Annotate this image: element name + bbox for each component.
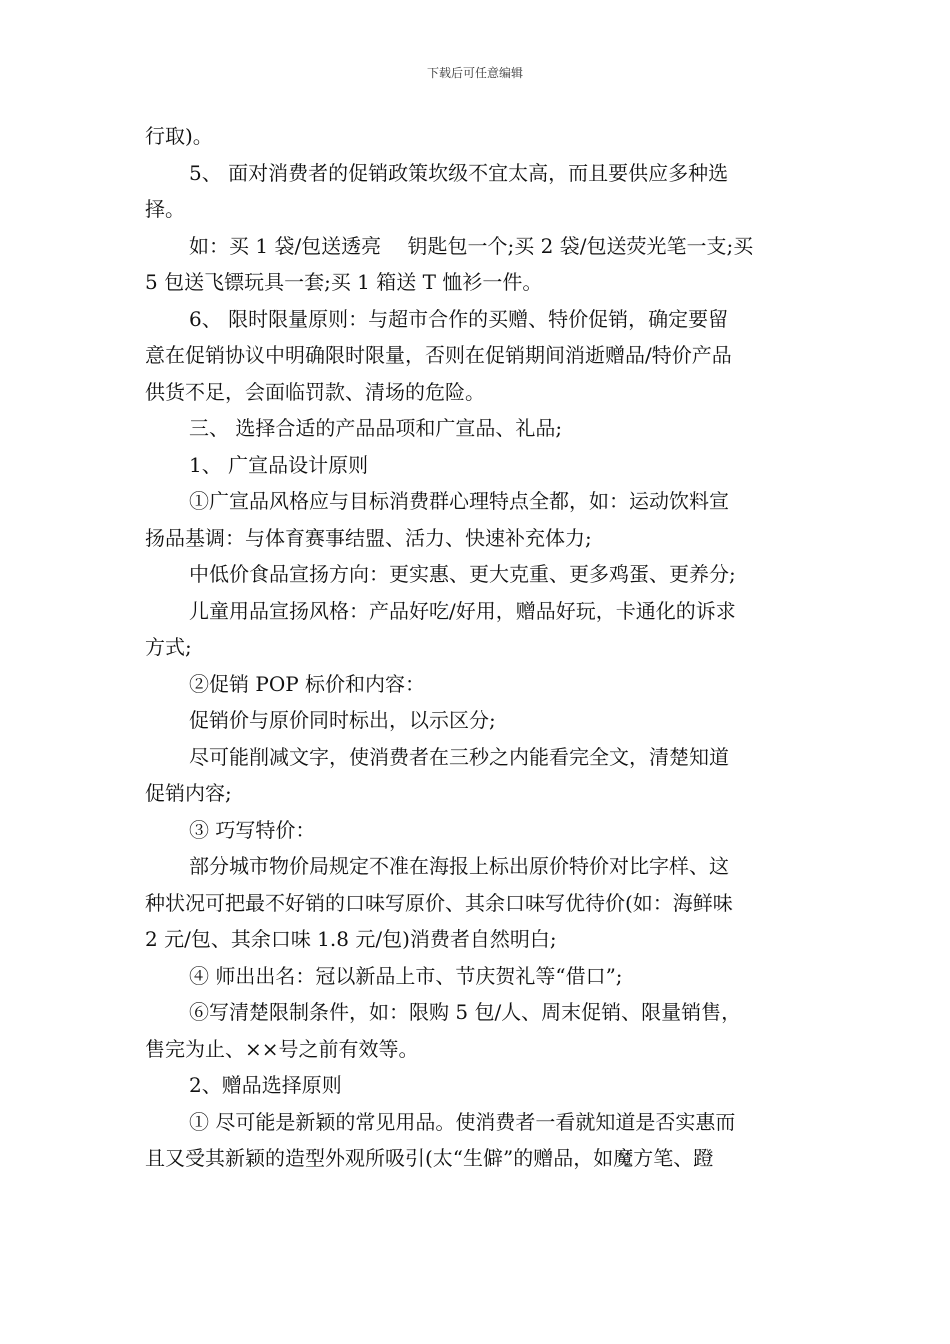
text-line: 方式; [145,635,192,659]
text-line: 5、 面对消费者的促销政策坎级不宜太高，而且要供应多种选 [189,160,729,185]
text-line: 尽可能削减文字，使消费者在三秒之内能看完全文，清楚知道 [189,744,729,769]
text-line: 2 元/包、其余口味 1.8 元/包)消费者自然明白; [145,927,557,951]
text-line: ①广宣品风格应与目标消费群心理特点全都，如：运动饮料宣 [189,489,729,513]
text-line: ③ 巧写特价： [189,817,316,842]
text-line: 择。 [145,197,185,221]
text-line: 促销价与原价同时标出，以示区分; [189,708,496,732]
text-line: ②促销 POP 标价和内容： [189,671,426,696]
text-line: 意在促销协议中明确限时限量，否则在促销期间消逝赠品/特价产品 [145,343,732,367]
text-line: ① 尽可能是新颖的常见用品。使消费者一看就知道是否实惠而 [189,1109,736,1134]
text-line: 儿童用品宣扬风格：产品好吃/好用，赠品好玩，卡通化的诉求 [189,598,736,623]
text-line: 5 包送飞镖玩具一套;买 1 箱送 T 恤衫一件。 [145,270,543,294]
text-line: 行取)。 [145,124,213,148]
text-line: 种状况可把最不好销的口味写原价、其余口味写优待价(如：海鲜味 [145,890,733,915]
text-line: 1、 广宣品设计原则 [189,452,369,477]
text-line: 且又受其新颖的造型外观所吸引(太“生僻”的赠品，如魔方笔、蹬 [145,1146,714,1170]
text-line: 三、 选择合适的产品品项和广宣品、礼品; [189,416,563,440]
document-body [145,118,807,1177]
text-line: 如：买 1 袋/包送透亮 钥匙包一个;买 2 袋/包送荧光笔一支;买 [189,233,754,258]
text-line: 部分城市物价局规定不准在海报上标出原价特价对比字样、这 [189,854,729,878]
text-line: 中低价食品宣扬方向：更实惠、更大克重、更多鸡蛋、更养分; [189,562,736,586]
text-line: ④ 师出出名：冠以新品上市、节庆贺礼等“借口”; [189,963,623,988]
text-line: 2、赠品选择原则 [189,1073,342,1097]
page-header: 下载后可任意编辑 [426,66,523,80]
text-line: 促销内容; [145,781,232,805]
text-line: 供货不足，会面临罚款、清场的危险。 [145,379,485,404]
text-line: 售完为止、××号之前有效等。 [145,1036,419,1061]
text-line: 6、 限时限量原则：与超市合作的买赠、特价促销，确定要留 [189,306,729,331]
text-line: 扬品基调：与体育赛事结盟、活力、快速补充体力; [145,525,592,550]
text-line: ⑥写清楚限制条件，如：限购 5 包/人、周末促销、限量销售， [189,1000,742,1024]
